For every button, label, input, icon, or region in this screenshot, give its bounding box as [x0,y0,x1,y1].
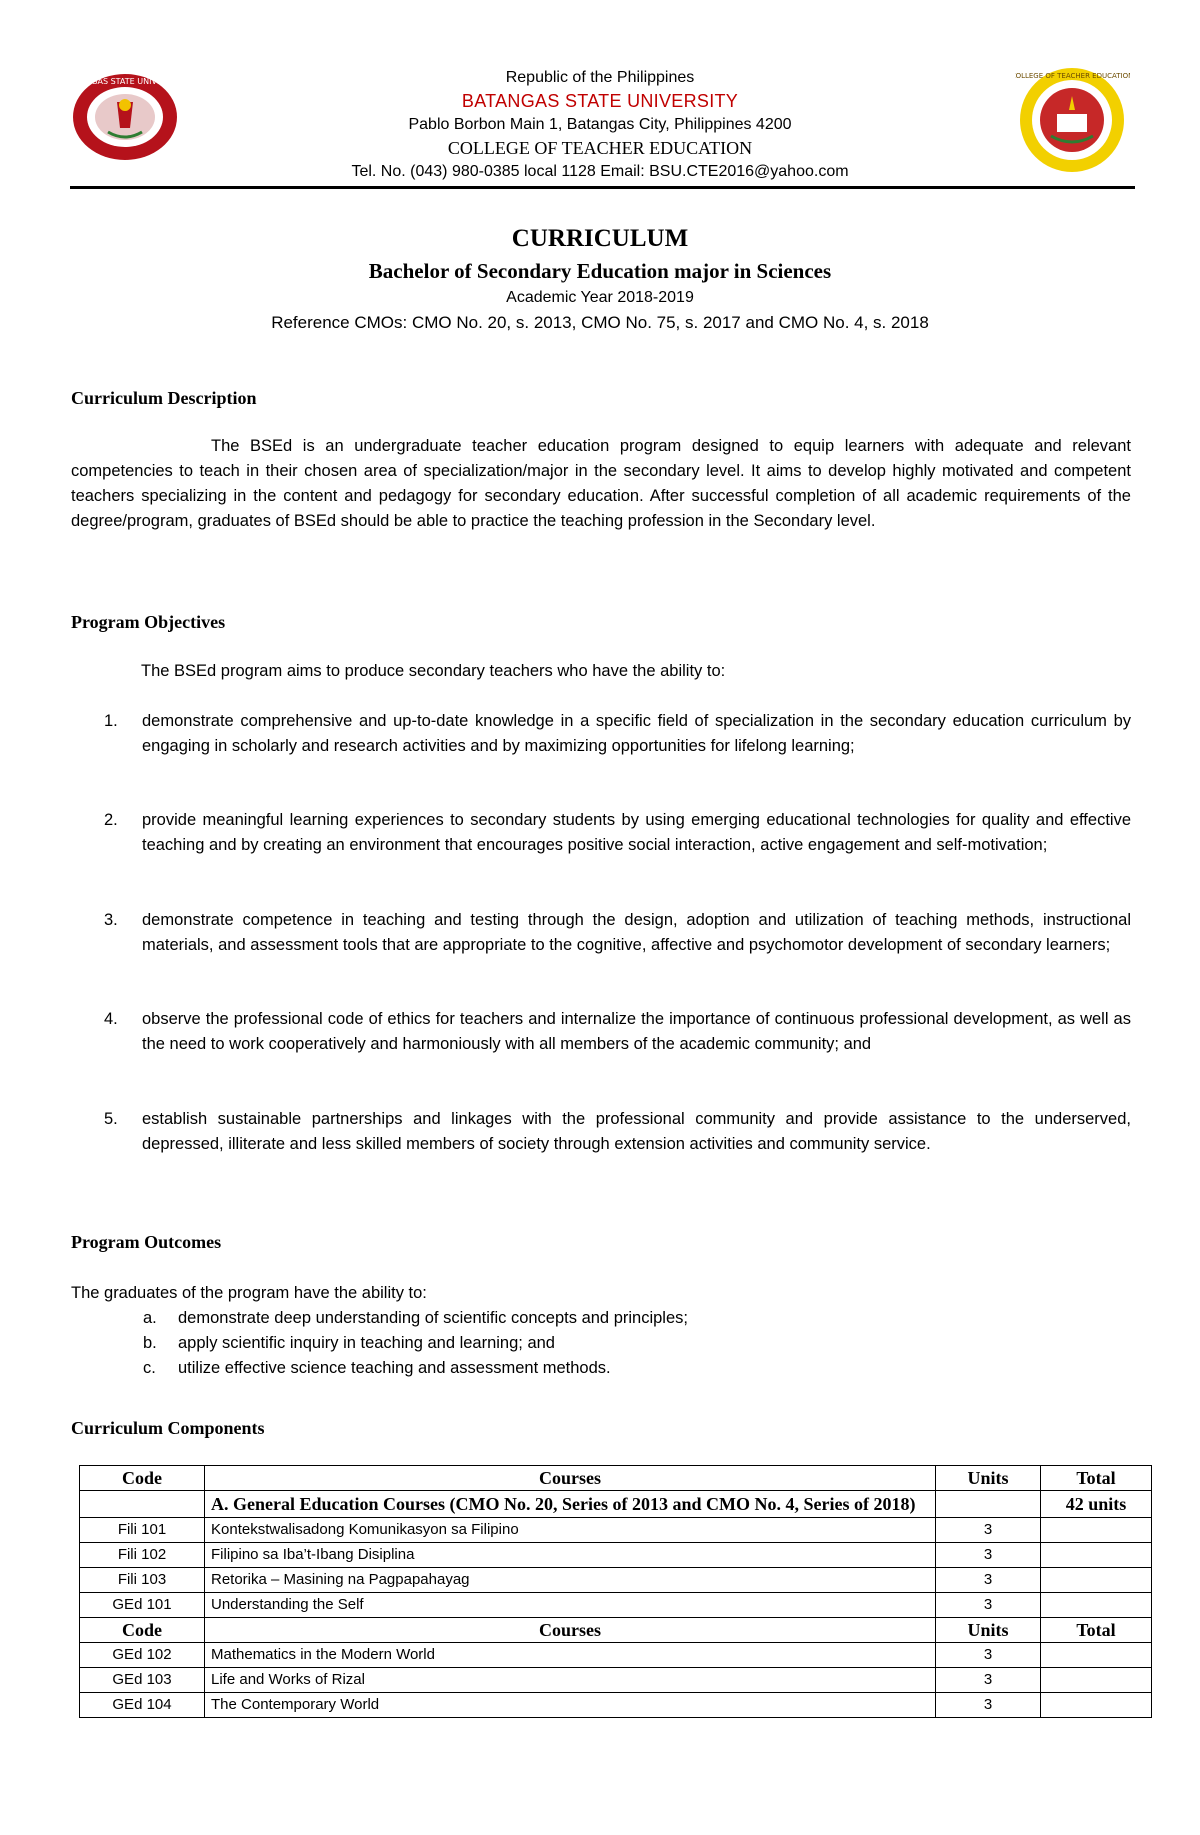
letterhead [0,66,1200,183]
objective-text: demonstrate competence in teaching and testing through the design, adoption and utilization of teaching methods, instructional materials, and assessment tools that are appropriate to the cognitive, affective and psychomotor development of secondary learners; [142,911,1131,954]
outcome-letter: c. [143,1359,156,1377]
table-row [80,1568,1152,1593]
table-repeat-header-row [80,1618,1152,1643]
objectives-intro: The BSEd program aims to produce secondary teachers who have the ability to: [141,662,726,680]
course-units: 3 [936,1643,1041,1668]
objective-item [104,908,1131,958]
outcomes-intro: The graduates of the program have the ability to: [71,1284,427,1302]
course-code: GEd 101 [80,1593,205,1618]
outcome-text: apply scientific inquiry in teaching and learning; and [178,1334,555,1352]
column-header-units: Units [936,1466,1041,1491]
academic-year: Academic Year 2018-2019 [506,289,694,306]
course-title: Kontekstwalisadong Komunikasyon sa Filipino [205,1518,936,1543]
course-code: Fili 102 [80,1543,205,1568]
course-units: 3 [936,1668,1041,1693]
outcome-text: utilize effective science teaching and assessment methods. [178,1359,611,1377]
objective-item [104,1007,1131,1057]
empty-cell [1041,1593,1152,1618]
description-paragraph [71,434,1131,534]
objective-item [104,709,1131,759]
empty-cell [1041,1668,1152,1693]
course-units: 3 [936,1693,1041,1718]
course-title: Life and Works of Rizal [205,1668,936,1693]
course-code: GEd 104 [80,1693,205,1718]
column-header-total: Total [1041,1618,1152,1643]
empty-cell [1041,1543,1152,1568]
outcome-item [143,1331,555,1356]
column-header-courses: Courses [205,1618,936,1643]
objective-text: demonstrate comprehensive and up-to-date knowledge in a specific field of specialization in the secondary education curriculum by engaging in scholarly and research activities and by maximizing opportunities for lifelong learning; [142,712,1131,755]
empty-cell [1041,1568,1152,1593]
empty-cell [1041,1643,1152,1668]
program-title: Bachelor of Secondary Education major in Sciences [368,259,832,283]
course-code: GEd 103 [80,1668,205,1693]
objective-number: 5. [104,1110,118,1128]
objective-number: 3. [104,911,118,929]
objective-text: provide meaningful learning experiences to secondary students by using emerging educational technologies for quality and effective teaching and by creating an environment that encourages positive social interaction, active engagement and self-motivation; [142,811,1131,854]
table-row [80,1543,1152,1568]
objective-number: 2. [104,811,118,829]
empty-cell [1041,1518,1152,1543]
objective-number: 1. [104,712,118,730]
course-units: 3 [936,1518,1041,1543]
course-units: 3 [936,1568,1041,1593]
document-title: CURRICULUM [511,225,689,252]
empty-cell [80,1491,205,1518]
column-header-code: Code [80,1466,205,1491]
course-title: The Contemporary World [205,1693,936,1718]
svg-text:BATANGAS STATE UNIVERSITY: BATANGAS STATE UNIVERSITY [70,77,180,86]
table-row [80,1518,1152,1543]
course-code: Fili 103 [80,1568,205,1593]
objective-text: establish sustainable partnerships and linkages with the professional community and provide assistance to the underserved, depressed, illiterate and less skilled members of society through extension activities and community service. [142,1110,1131,1153]
table-header-row [80,1466,1152,1491]
course-code: GEd 102 [80,1643,205,1668]
curriculum-table [79,1465,1152,1718]
university-name: BATANGAS STATE UNIVERSITY [461,91,739,111]
outcome-letter: b. [143,1334,157,1352]
outcome-letter: a. [143,1309,157,1327]
contact-line: Tel. No. (043) 980-0385 local 1128 Email: BSU.CTE2016@yahoo.com [351,163,849,180]
republic-line: Republic of the Philippines [505,69,695,86]
section-heading-outcomes: Program Outcomes [71,1232,222,1252]
table-row [80,1668,1152,1693]
section-heading-objectives: Program Objectives [71,612,226,632]
ge-total-units: 42 units [1041,1491,1152,1518]
objective-text: observe the professional code of ethics for teachers and internalize the importance of continuous professional development, as well as the need to work cooperatively and harmoniously with all members of the academic community; and [142,1010,1131,1053]
section-heading-description: Curriculum Description [71,388,257,408]
college-name: COLLEGE OF TEACHER EDUCATION [447,138,753,158]
objective-item [104,808,1131,858]
outcome-item [143,1306,688,1331]
reference-cmos: Reference CMOs: CMO No. 20, s. 2013, CMO No. 75, s. 2017 and CMO No. 4, s. 2018 [271,313,929,332]
course-code: Fili 101 [80,1518,205,1543]
ge-heading-row [80,1491,1152,1518]
course-title: Filipino sa Iba’t-Ibang Disiplina [205,1543,936,1568]
column-header-total: Total [1041,1466,1152,1491]
table-row [80,1643,1152,1668]
course-title: Retorika – Masining na Pagpapahayag [205,1568,936,1593]
objective-item [104,1107,1131,1157]
header-divider [70,186,1135,189]
outcome-item [143,1356,611,1381]
section-heading-components: Curriculum Components [71,1418,265,1438]
course-units: 3 [936,1543,1041,1568]
objective-number: 4. [104,1010,118,1028]
column-header-code: Code [80,1618,205,1643]
empty-cell [936,1491,1041,1518]
outcome-text: demonstrate deep understanding of scientific concepts and principles; [178,1309,688,1327]
university-address: Pablo Borbon Main 1, Batangas City, Philippines 4200 [408,116,792,133]
column-header-courses: Courses [205,1466,936,1491]
course-title: Mathematics in the Modern World [205,1643,936,1668]
column-header-units: Units [936,1618,1041,1643]
empty-cell [1041,1693,1152,1718]
course-units: 3 [936,1593,1041,1618]
ge-category-heading: A. General Education Courses (CMO No. 20, Series of 2013 and CMO No. 4, Series of 2018) [205,1491,936,1518]
description-text: The BSEd is an undergraduate teacher education program designed to equip learners with adequate and relevant competencies to teach in their chosen area of specialization/major in the secondary level. It aims to develop highly motivated and competent teachers specializing in the content and pedagogy for secondary education. After successful completion of all academic requirements of the degree/program, graduates of BSEd should be able to practice the teaching profession in the Secondary level. [71,437,1131,530]
table-row [80,1593,1152,1618]
svg-text:COLLEGE OF TEACHER EDUCATION: COLLEGE OF TEACHER EDUCATION [1015,72,1130,80]
course-title: Understanding the Self [205,1593,936,1618]
table-row [80,1693,1152,1718]
title-block [0,222,1200,336]
